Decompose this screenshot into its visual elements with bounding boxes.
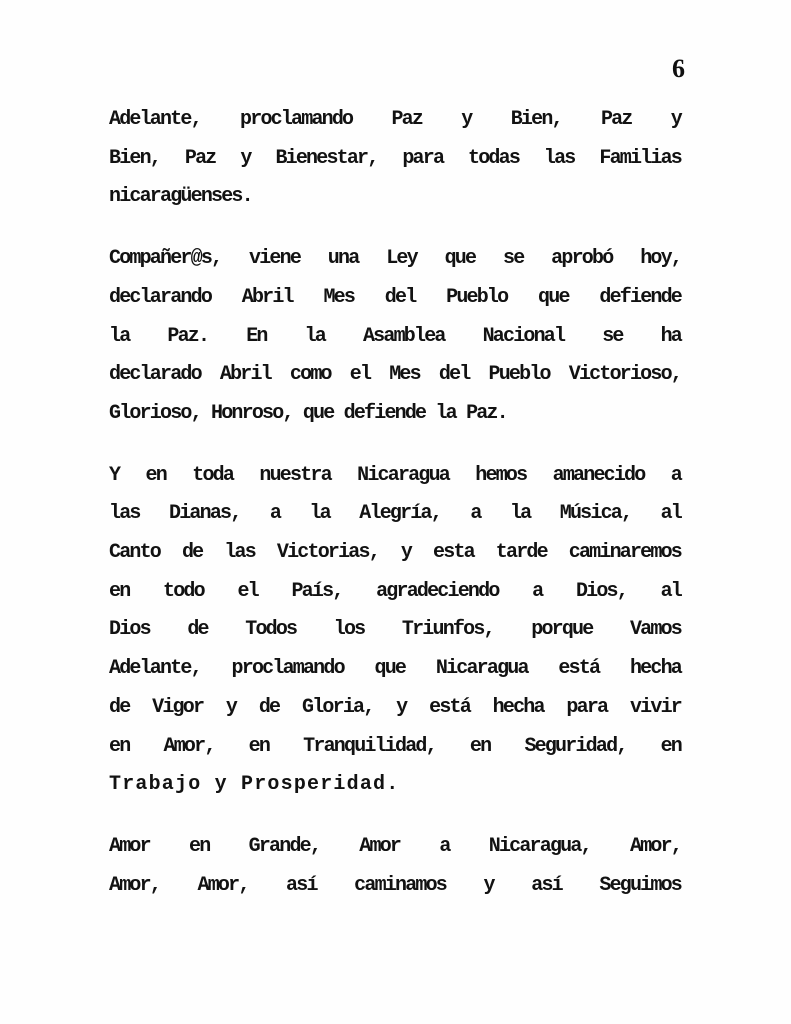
text-line: declarado Abril como el Mes del Pueblo Victorioso, xyxy=(109,363,681,387)
paragraph xyxy=(109,457,681,805)
text-line: en todo el País, agradeciendo a Dios, al xyxy=(109,579,681,603)
text-line: Canto de las Victorias, y esta tarde caminaremos xyxy=(109,541,681,565)
text-line: Amor en Grande, Amor a Nicaragua, Amor, xyxy=(109,834,681,858)
text-line: nicaragüenses. xyxy=(109,185,252,209)
text-line: Adelante, proclamando Paz y Bien, Paz y xyxy=(109,108,681,131)
paragraph xyxy=(109,828,681,905)
page-number: 6 xyxy=(672,54,685,83)
text-line: las Dianas, a la Alegría, a la Música, al xyxy=(109,502,681,526)
text-line: declarando Abril Mes del Pueblo que defiende xyxy=(109,285,681,309)
text-line: Dios de Todos los Triunfos, porque Vamos xyxy=(109,618,681,642)
paragraph xyxy=(109,240,681,434)
text-line: de Vigor y de Gloria, y está hecha para vivir xyxy=(109,695,681,719)
text-line: Bien, Paz y Bienestar, para todas las Familias xyxy=(109,146,681,170)
text-line: Glorioso, Honroso, que defiende la Paz. xyxy=(109,401,507,425)
text-line: en Amor, en Tranquilidad, en Seguridad, en xyxy=(109,734,681,758)
text-line: Trabajo y Prosperidad. xyxy=(109,773,400,797)
text-line: Compañer@s, viene una Ley que se aprobó hoy, xyxy=(109,247,681,271)
text-line: Y en toda nuestra Nicaragua hemos amanecido a xyxy=(109,463,681,487)
text-line: la Paz. En la Asamblea Nacional se ha xyxy=(109,324,681,348)
paragraph xyxy=(109,101,681,217)
document-body xyxy=(109,101,681,928)
text-line: Adelante, proclamando que Nicaragua está hecha xyxy=(109,657,681,681)
text-line: Amor, Amor, así caminamos y así Seguimos xyxy=(109,873,681,897)
